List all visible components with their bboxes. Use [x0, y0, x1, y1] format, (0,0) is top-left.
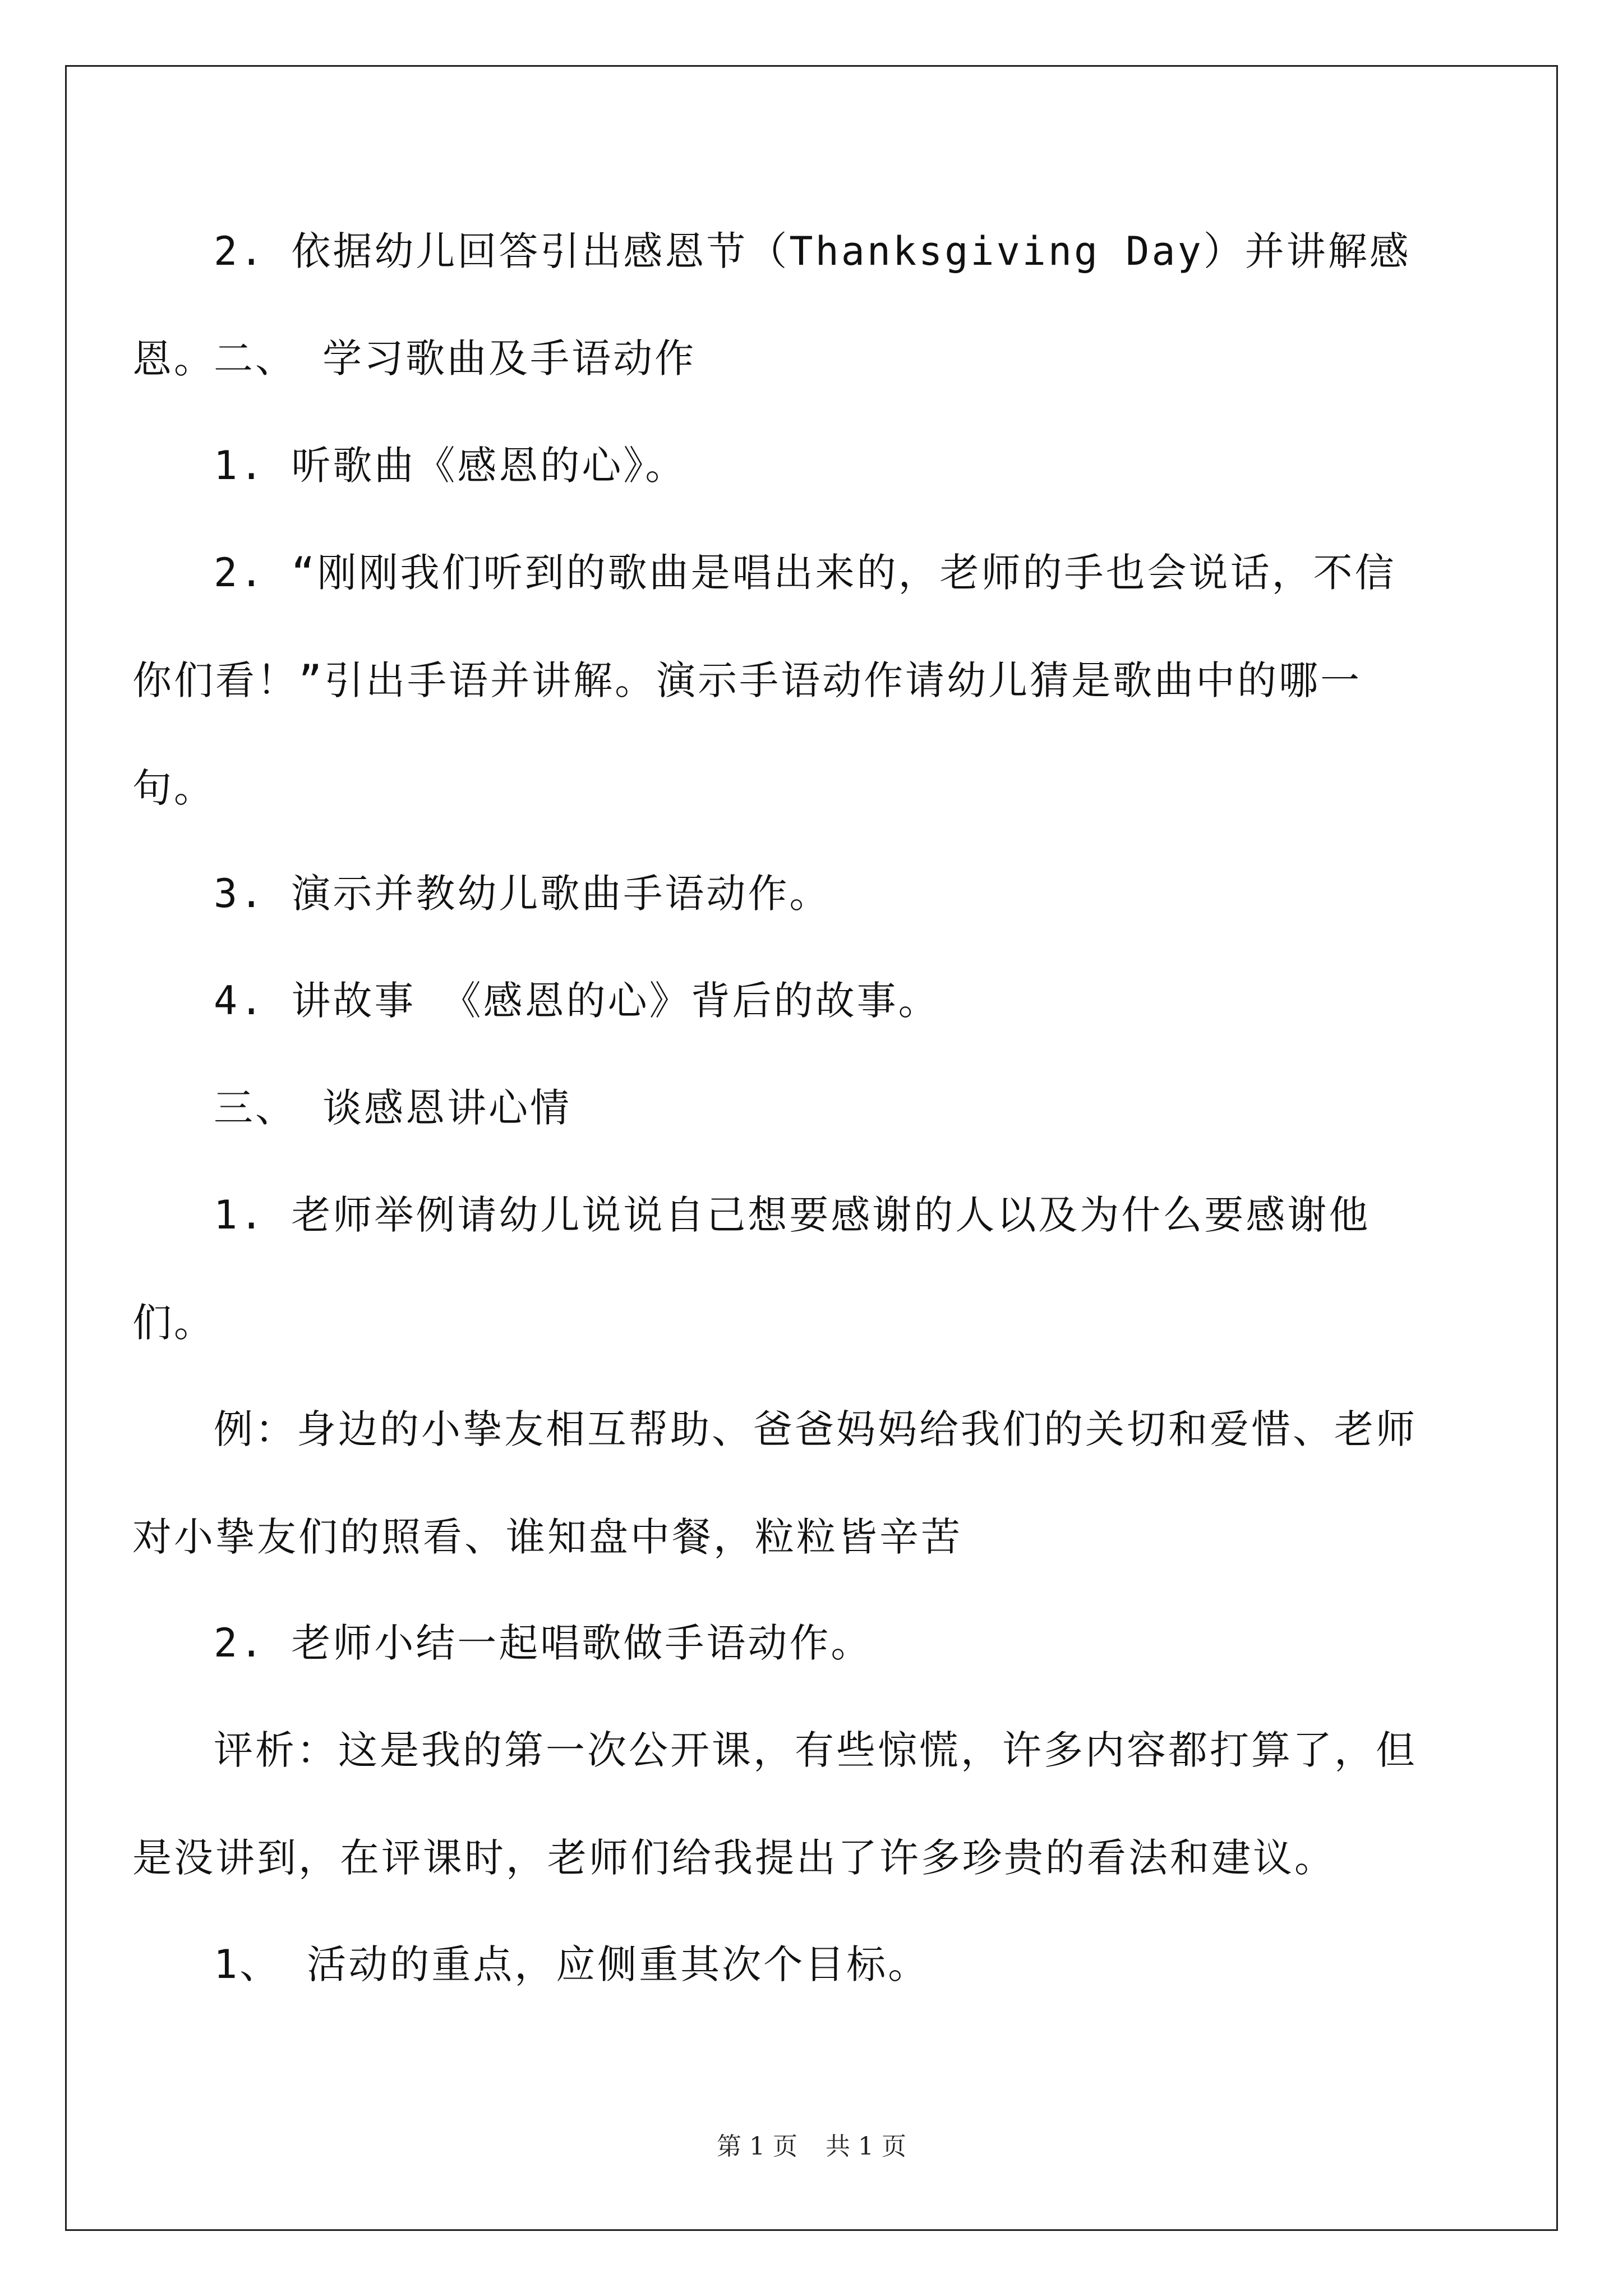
paragraph-listen-song: 1. 听歌曲《感恩的心》。: [214, 443, 687, 489]
paragraph-story: 4. 讲故事 《感恩的心》背后的故事。: [214, 978, 940, 1024]
heading-section-two: 二、 学习歌曲及手语动作: [214, 335, 697, 381]
page-number-current: 第 1 页: [717, 2132, 797, 2161]
paragraph-key-point: 1、 活动的重点，应侧重其次个目标。: [214, 1941, 930, 1987]
paragraph-sign-language-intro: 2. “刚刚我们听到的歌曲是唱出来的，老师的手也会说话，不信你们看！”引出手语并讲解。演示手语动作请幼儿猜是歌曲中的哪一句。: [132, 550, 1396, 811]
paragraph-teacher-example: 1. 老师举例请幼儿说说自己想要感谢的人以及为什么要感谢他们。: [132, 1192, 1371, 1346]
page-footer: [0, 2126, 1623, 2162]
paragraph-thanksgiving: 2. 依据幼儿回答引出感恩节（Thanksgiving Day）并讲解感恩。: [132, 228, 1411, 382]
paragraph-evaluation: 评析：这是我的第一次公开课，有些惊慌，许多内容都打算了，但是没讲到，在评课时，老师们给我提出了许多珍贵的看法和建议。: [132, 1727, 1417, 1881]
heading-section-three: 三、 谈感恩讲心情: [214, 1085, 572, 1131]
paragraph-examples: 例：身边的小挚友相互帮助、爸爸妈妈给我们的关切和爱惜、老师对小挚友们的照看、谁知盘中餐，粒粒皆辛苦: [132, 1406, 1417, 1560]
paragraph-summary: 2. 老师小结一起唱歌做手语动作。: [214, 1620, 873, 1666]
page-number-total: 共 1 页: [826, 2132, 906, 2161]
paragraph-demonstrate: 3. 演示并教幼儿歌曲手语动作。: [214, 871, 831, 917]
